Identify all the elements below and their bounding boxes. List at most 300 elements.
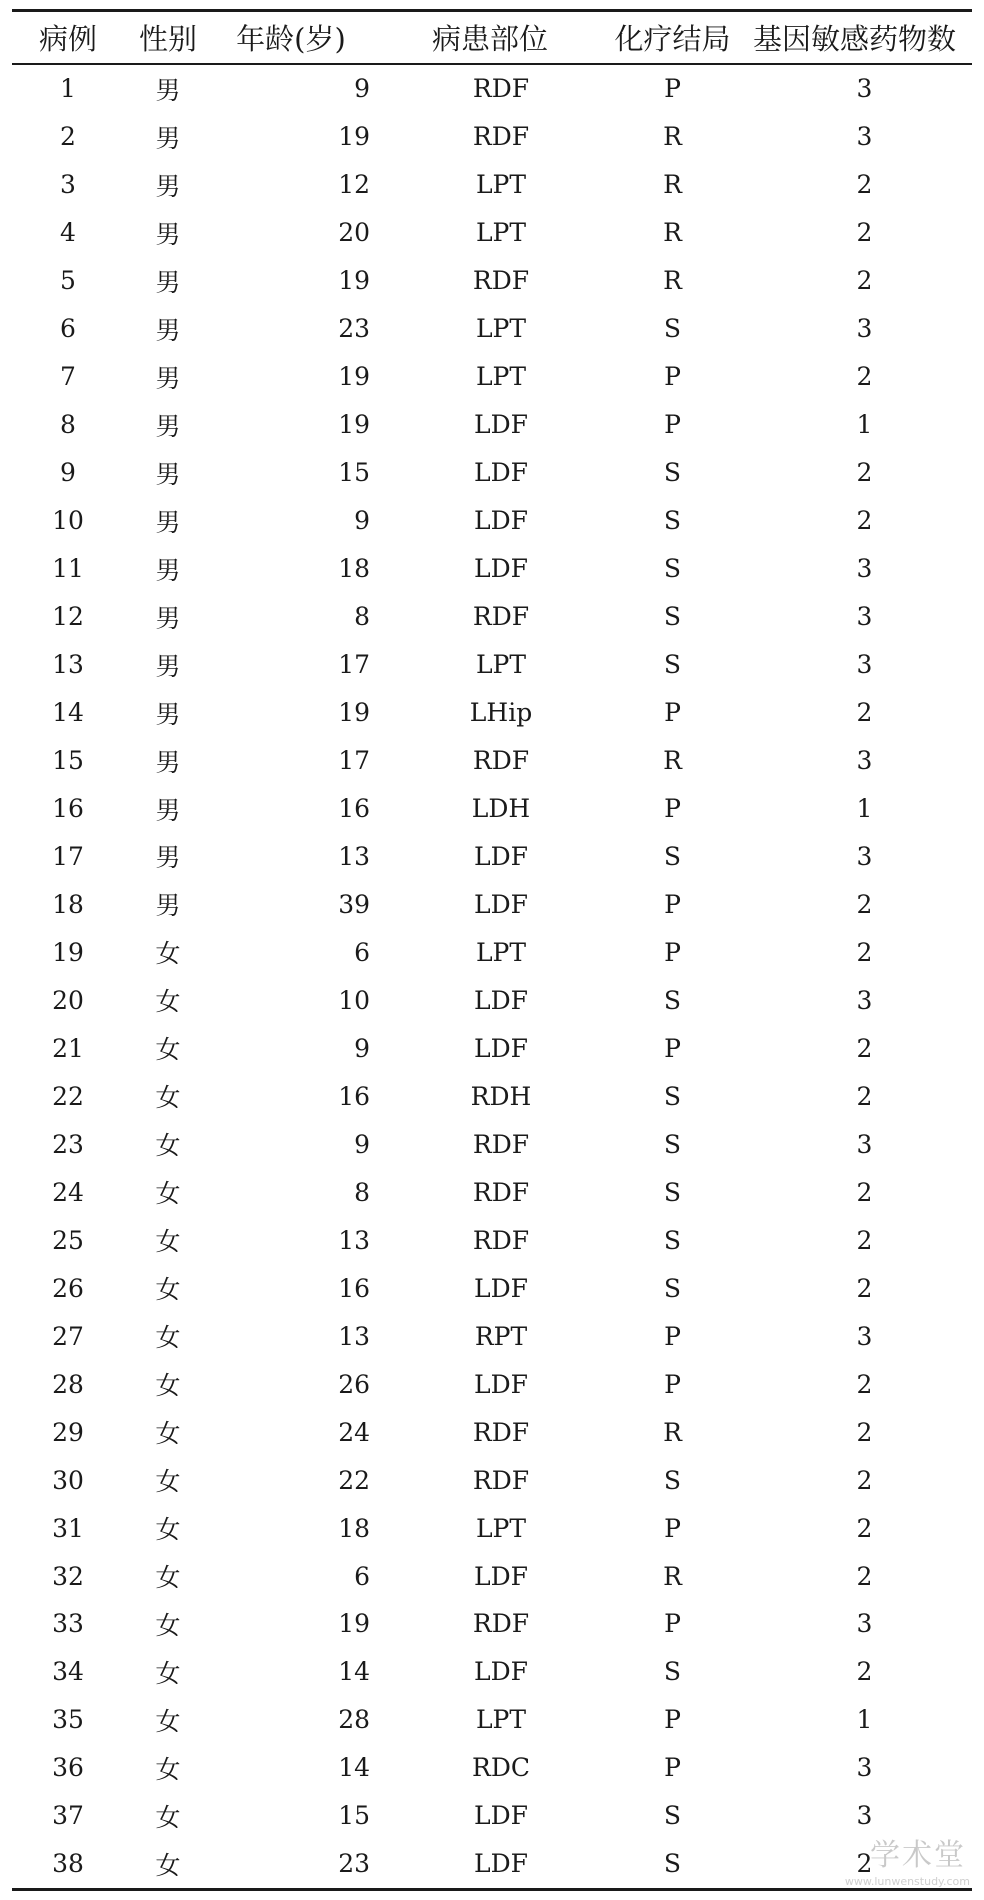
table-row <box>12 305 972 353</box>
cell-sex: 男 <box>155 459 181 489</box>
cell-sex: 男 <box>155 123 181 153</box>
cell-case-no: 11 <box>52 554 84 584</box>
cell-age <box>212 1849 370 1878</box>
cell-outcome: P <box>664 1369 681 1399</box>
cell-case-no: 16 <box>52 794 84 824</box>
cell-sex: 女 <box>155 1563 181 1593</box>
cell-outcome: P <box>664 74 681 104</box>
cell-sensitive-drugs: 2 <box>856 1177 873 1207</box>
cell-sensitive-drugs: 3 <box>856 1321 873 1351</box>
cell-site: RPT <box>474 1321 528 1351</box>
cell-case-no: 30 <box>52 1465 84 1495</box>
cell-sex: 女 <box>155 1515 181 1545</box>
cell-case-no: 3 <box>60 170 76 200</box>
cell-age-value: 9 <box>354 74 370 104</box>
cell-case-no: 23 <box>52 1129 84 1159</box>
cell-outcome: S <box>663 1801 682 1831</box>
cell-sex: 女 <box>155 1035 181 1065</box>
cell-case-no: 25 <box>52 1225 84 1255</box>
cell-sensitive-drugs: 2 <box>856 1561 873 1591</box>
cell-sensitive-drugs: 2 <box>856 218 873 248</box>
cell-case-no: 19 <box>52 937 84 967</box>
cell-sex: 女 <box>155 1610 181 1640</box>
cell-outcome: P <box>664 698 681 728</box>
cell-age <box>212 1178 370 1207</box>
cell-sensitive-drugs: 2 <box>856 1369 873 1399</box>
cell-sensitive-drugs: 2 <box>856 266 873 296</box>
cell-age <box>212 1082 370 1111</box>
cell-outcome: S <box>663 602 682 632</box>
cell-site: RDF <box>472 1609 530 1639</box>
cell-sensitive-drugs: 1 <box>856 410 873 440</box>
cell-sex: 男 <box>155 651 181 681</box>
cell-age-value: 16 <box>338 1273 370 1303</box>
cell-age <box>212 1466 370 1495</box>
cell-sensitive-drugs: 3 <box>856 1753 873 1783</box>
cell-age <box>212 938 370 967</box>
cell-case-no: 38 <box>52 1849 84 1879</box>
cell-sex: 男 <box>155 411 181 441</box>
cell-outcome: R <box>663 122 682 152</box>
table-row <box>12 1024 972 1072</box>
cell-outcome: P <box>664 1609 681 1639</box>
cell-sex: 女 <box>155 1131 181 1161</box>
table-row <box>12 65 972 113</box>
cell-outcome: S <box>663 1465 682 1495</box>
cell-case-no: 29 <box>52 1417 84 1447</box>
cell-case-no: 34 <box>52 1657 84 1687</box>
cell-sex: 女 <box>155 939 181 969</box>
table-row <box>12 401 972 449</box>
cell-age <box>212 1370 370 1399</box>
cell-sex: 男 <box>155 555 181 585</box>
cell-sensitive-drugs: 1 <box>856 1705 873 1735</box>
cell-site: LDF <box>474 506 528 536</box>
cell-sex: 男 <box>155 843 181 873</box>
cell-sex: 女 <box>155 1802 181 1832</box>
table-row <box>12 1408 972 1456</box>
table-row <box>12 785 972 833</box>
cell-age <box>212 1034 370 1063</box>
table-bottom-rule <box>12 1888 972 1891</box>
cell-sex: 男 <box>155 603 181 633</box>
cell-site: LDF <box>474 841 528 871</box>
cell-sensitive-drugs: 3 <box>856 1801 873 1831</box>
cell-case-no: 7 <box>60 362 76 392</box>
table-row <box>12 353 972 401</box>
cell-case-no: 10 <box>52 506 84 536</box>
cell-site: LHip <box>469 698 533 728</box>
cell-outcome: S <box>663 985 682 1015</box>
cell-case-no: 35 <box>52 1705 84 1735</box>
cell-sex: 女 <box>155 1083 181 1113</box>
cell-sex: 女 <box>155 1419 181 1449</box>
table-row <box>12 976 972 1024</box>
cell-age <box>212 1274 370 1303</box>
table-row <box>12 593 972 641</box>
cell-case-no: 27 <box>52 1321 84 1351</box>
cell-case-no: 9 <box>60 458 76 488</box>
cell-sensitive-drugs: 2 <box>856 1465 873 1495</box>
cell-age <box>212 218 370 247</box>
cell-age-value: 23 <box>338 314 370 344</box>
cell-case-no: 20 <box>52 985 84 1015</box>
cell-case-no: 32 <box>52 1561 84 1591</box>
cell-age-value: 9 <box>354 1033 370 1063</box>
cell-case-no: 33 <box>52 1609 84 1639</box>
cell-outcome: S <box>663 1129 682 1159</box>
cell-sensitive-drugs: 3 <box>856 122 873 152</box>
cell-sex: 男 <box>155 75 181 105</box>
cell-age <box>212 1705 370 1734</box>
cell-age <box>212 1514 370 1543</box>
cell-outcome: S <box>663 1849 682 1879</box>
cell-case-no: 18 <box>52 889 84 919</box>
table-row <box>12 257 972 305</box>
watermark-url: www.lunwenstudy.com <box>844 1875 970 1888</box>
cell-age-value: 22 <box>338 1465 370 1495</box>
cell-sex: 男 <box>155 891 181 921</box>
cell-outcome: P <box>664 1513 681 1543</box>
table-row <box>12 1072 972 1120</box>
cell-sex: 男 <box>155 267 181 297</box>
cell-outcome: S <box>663 458 682 488</box>
table-row <box>12 880 972 928</box>
table-row <box>12 209 972 257</box>
table-row <box>12 641 972 689</box>
cell-age-value: 24 <box>338 1417 370 1447</box>
cell-site: LDF <box>474 889 528 919</box>
cell-age-value: 8 <box>354 1177 370 1207</box>
cell-age-value: 16 <box>338 794 370 824</box>
table-row <box>12 1120 972 1168</box>
cell-outcome: S <box>663 1177 682 1207</box>
cell-outcome: S <box>663 314 682 344</box>
cell-case-no: 15 <box>52 746 84 776</box>
cell-case-no: 26 <box>52 1273 84 1303</box>
cell-case-no: 5 <box>60 266 76 296</box>
cell-sex: 女 <box>155 1754 181 1784</box>
cell-sensitive-drugs: 3 <box>856 650 873 680</box>
cell-sensitive-drugs: 2 <box>856 362 873 392</box>
watermark-logo: 学术堂 <box>870 1838 966 1873</box>
cell-age <box>212 746 370 775</box>
cell-case-no: 36 <box>52 1753 84 1783</box>
cell-age <box>212 170 370 199</box>
cell-sensitive-drugs: 3 <box>856 1129 873 1159</box>
header-sex: 性别 <box>138 22 197 56</box>
cell-site: LDF <box>474 1657 528 1687</box>
cell-age <box>212 698 370 727</box>
cell-sex: 男 <box>155 795 181 825</box>
cell-case-no: 13 <box>52 650 84 680</box>
cell-site: LDH <box>471 794 531 824</box>
cell-site: RDF <box>472 1129 530 1159</box>
cell-sex: 男 <box>155 315 181 345</box>
cell-site: RDF <box>472 746 530 776</box>
header-site: 病患部位 <box>431 22 548 56</box>
cell-age-value: 19 <box>338 122 370 152</box>
table-row <box>12 113 972 161</box>
cell-case-no: 28 <box>52 1369 84 1399</box>
cell-outcome: R <box>663 1561 682 1591</box>
table-row <box>12 497 972 545</box>
cell-outcome: R <box>663 266 682 296</box>
cell-age <box>212 650 370 679</box>
table-row <box>12 833 972 881</box>
cell-sex: 女 <box>155 1467 181 1497</box>
cell-age <box>212 410 370 439</box>
cell-outcome: S <box>663 1657 682 1687</box>
cell-age-value: 20 <box>338 218 370 248</box>
cell-outcome: S <box>663 1081 682 1111</box>
table-row <box>12 737 972 785</box>
cell-sensitive-drugs: 3 <box>856 314 873 344</box>
cell-age-value: 13 <box>338 1225 370 1255</box>
cell-site: LPT <box>475 1705 527 1735</box>
table-row <box>12 1792 972 1840</box>
cell-sensitive-drugs: 3 <box>856 602 873 632</box>
cell-age-value: 9 <box>354 1129 370 1159</box>
table-row <box>12 928 972 976</box>
cell-sensitive-drugs: 2 <box>856 458 873 488</box>
cell-outcome: R <box>663 746 682 776</box>
cell-outcome: P <box>664 937 681 967</box>
cell-sensitive-drugs: 2 <box>856 1849 873 1879</box>
cell-case-no: 2 <box>60 122 76 152</box>
cell-sex: 女 <box>155 1323 181 1353</box>
cell-age-value: 17 <box>338 746 370 776</box>
cell-outcome: S <box>663 506 682 536</box>
cell-sex: 女 <box>155 1850 181 1880</box>
cell-sensitive-drugs: 2 <box>856 1033 873 1063</box>
cell-site: RDF <box>472 122 530 152</box>
cell-age <box>212 1226 370 1255</box>
cell-sensitive-drugs: 2 <box>856 1273 873 1303</box>
cell-sex: 女 <box>155 1706 181 1736</box>
cell-sensitive-drugs: 2 <box>856 889 873 919</box>
cell-age-value: 18 <box>338 554 370 584</box>
table-header-row <box>12 12 972 63</box>
table-row <box>12 1456 972 1504</box>
cell-outcome: R <box>663 170 682 200</box>
cell-outcome: S <box>663 1225 682 1255</box>
cell-site: LDF <box>474 1033 528 1063</box>
cell-age-value: 9 <box>354 506 370 536</box>
cell-sensitive-drugs: 1 <box>856 794 873 824</box>
table-row <box>12 1168 972 1216</box>
cell-site: LPT <box>475 218 527 248</box>
cell-outcome: R <box>663 218 682 248</box>
cell-site: LDF <box>474 410 528 440</box>
cell-case-no: 17 <box>52 841 84 871</box>
cell-site: LPT <box>475 314 527 344</box>
cell-case-no: 14 <box>52 698 84 728</box>
cell-sensitive-drugs: 2 <box>856 1417 873 1447</box>
cell-age-value: 19 <box>338 362 370 392</box>
cell-outcome: P <box>664 362 681 392</box>
cell-age-value: 6 <box>354 1561 370 1591</box>
cell-sensitive-drugs: 2 <box>856 698 873 728</box>
cell-age-value: 19 <box>338 410 370 440</box>
cell-age-value: 15 <box>338 1801 370 1831</box>
cell-site: LPT <box>475 1513 527 1543</box>
cell-site: RDF <box>472 1225 530 1255</box>
cell-outcome: R <box>663 1417 682 1447</box>
cell-site: LPT <box>475 362 527 392</box>
cell-outcome: S <box>663 554 682 584</box>
cell-sex: 女 <box>155 1275 181 1305</box>
cell-sex: 男 <box>155 747 181 777</box>
cell-sensitive-drugs: 3 <box>856 74 873 104</box>
cell-site: RDC <box>472 1753 530 1783</box>
cell-sensitive-drugs: 2 <box>856 1513 873 1543</box>
cell-sex: 男 <box>155 507 181 537</box>
cell-sex: 女 <box>155 1179 181 1209</box>
cell-case-no: 8 <box>60 410 76 440</box>
cell-site: LDF <box>474 1369 528 1399</box>
cell-age-value: 17 <box>338 650 370 680</box>
cell-age <box>212 74 370 103</box>
table-row <box>12 1840 972 1888</box>
cell-case-no: 6 <box>60 314 76 344</box>
cell-outcome: P <box>664 1753 681 1783</box>
cell-age <box>212 794 370 823</box>
table-row <box>12 161 972 209</box>
cell-age <box>212 1562 370 1591</box>
header-sensitive-drugs: 基因敏感药物数 <box>752 22 956 56</box>
cell-site: RDH <box>470 1081 532 1111</box>
table-row <box>12 1312 972 1360</box>
table-row <box>12 689 972 737</box>
cell-case-no: 12 <box>52 602 84 632</box>
cell-sensitive-drugs: 2 <box>856 1657 873 1687</box>
cell-age <box>212 1801 370 1830</box>
cell-site: RDF <box>472 266 530 296</box>
header-age: 年龄(岁) <box>236 22 346 56</box>
cell-age <box>212 1130 370 1159</box>
table-body <box>12 65 972 1888</box>
cell-age <box>212 1418 370 1447</box>
cell-age-value: 39 <box>338 889 370 919</box>
cell-sex: 女 <box>155 987 181 1017</box>
cell-sensitive-drugs: 3 <box>856 841 873 871</box>
cell-site: LDF <box>474 554 528 584</box>
table-row <box>12 1216 972 1264</box>
cell-site: LDF <box>474 458 528 488</box>
cell-age-value: 14 <box>338 1753 370 1783</box>
cell-sex: 男 <box>155 699 181 729</box>
cell-site: RDF <box>472 1465 530 1495</box>
cell-age <box>212 1322 370 1351</box>
cell-age <box>212 1657 370 1686</box>
table-row <box>12 1504 972 1552</box>
cell-outcome: P <box>664 410 681 440</box>
cell-site: LPT <box>475 650 527 680</box>
cell-age <box>212 506 370 535</box>
cell-outcome: S <box>663 1273 682 1303</box>
cell-site: RDF <box>472 74 530 104</box>
cell-sensitive-drugs: 3 <box>856 985 873 1015</box>
table-row <box>12 1648 972 1696</box>
cell-case-no: 31 <box>52 1513 84 1543</box>
header-case-no: 病例 <box>38 22 97 56</box>
cell-case-no: 21 <box>52 1033 84 1063</box>
cell-site: RDF <box>472 1417 530 1447</box>
cell-age <box>212 1609 370 1638</box>
cell-age <box>212 890 370 919</box>
cell-site: RDF <box>472 1177 530 1207</box>
cell-age <box>212 986 370 1015</box>
cell-age-value: 19 <box>338 266 370 296</box>
cell-sex: 男 <box>155 171 181 201</box>
cell-age-value: 13 <box>338 841 370 871</box>
cell-sensitive-drugs: 2 <box>856 506 873 536</box>
cell-site: LDF <box>474 1561 528 1591</box>
table-row <box>12 1552 972 1600</box>
cell-site: LDF <box>474 985 528 1015</box>
cell-outcome: P <box>664 1321 681 1351</box>
cell-age <box>212 554 370 583</box>
cell-age-value: 23 <box>338 1849 370 1879</box>
cell-case-no: 1 <box>60 74 76 104</box>
cell-sex: 男 <box>155 363 181 393</box>
cell-age <box>212 314 370 343</box>
cell-site: LPT <box>475 170 527 200</box>
cell-age <box>212 602 370 631</box>
cell-case-no: 37 <box>52 1801 84 1831</box>
cell-age <box>212 1753 370 1782</box>
table-row <box>12 1696 972 1744</box>
cell-sensitive-drugs: 2 <box>856 1081 873 1111</box>
cell-age-value: 28 <box>338 1705 370 1735</box>
cell-sensitive-drugs: 3 <box>856 746 873 776</box>
table-row <box>12 1744 972 1792</box>
cell-site: LDF <box>474 1801 528 1831</box>
table-row <box>12 1360 972 1408</box>
cell-outcome: S <box>663 650 682 680</box>
cell-age-value: 8 <box>354 602 370 632</box>
table-row <box>12 1264 972 1312</box>
cell-site: LPT <box>475 937 527 967</box>
header-outcome: 化疗结局 <box>614 22 731 56</box>
cell-outcome: P <box>664 889 681 919</box>
cell-age <box>212 362 370 391</box>
cell-age <box>212 842 370 871</box>
cell-age-value: 19 <box>338 698 370 728</box>
table-row <box>12 449 972 497</box>
cell-case-no: 4 <box>60 218 76 248</box>
cell-age-value: 13 <box>338 1321 370 1351</box>
cell-age <box>212 458 370 487</box>
table-row <box>12 545 972 593</box>
cell-case-no: 24 <box>52 1177 84 1207</box>
cell-age-value: 18 <box>338 1513 370 1543</box>
cell-age-value: 10 <box>338 985 370 1015</box>
cell-sex: 男 <box>155 219 181 249</box>
cell-age-value: 16 <box>338 1081 370 1111</box>
cell-site: LDF <box>474 1273 528 1303</box>
cell-site: LDF <box>474 1849 528 1879</box>
cell-outcome: S <box>663 841 682 871</box>
cell-age-value: 15 <box>338 458 370 488</box>
cell-outcome: P <box>664 1705 681 1735</box>
cell-sensitive-drugs: 3 <box>856 554 873 584</box>
cell-age-value: 26 <box>338 1369 370 1399</box>
cell-site: RDF <box>472 602 530 632</box>
cell-age-value: 14 <box>338 1657 370 1687</box>
cell-sex: 女 <box>155 1227 181 1257</box>
